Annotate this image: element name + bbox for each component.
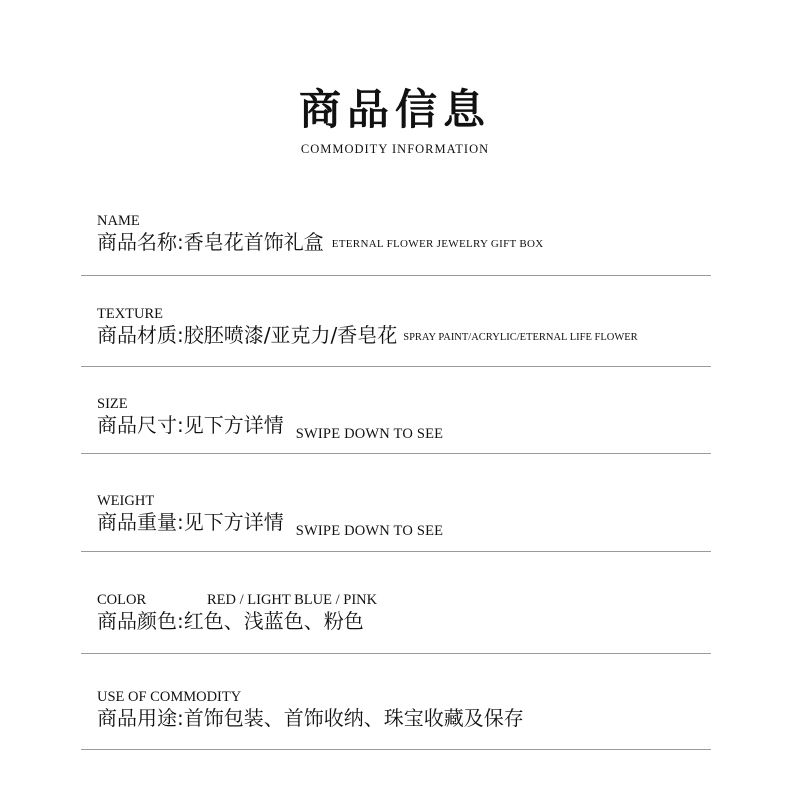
row-zh-value: 胶胚喷漆/亚克力/香皂花 [183,323,398,347]
row-zh-line [97,229,544,257]
row-en-label: WEIGHT [97,493,155,509]
divider [81,275,711,276]
row-zh-value: 红色、浅蓝色、粉色 [183,609,364,633]
divider [81,453,711,454]
info-row-color [97,592,711,633]
row-zh-label: 商品用途: [97,706,184,730]
row-zh-label: 商品尺寸: [97,413,184,437]
row-en-note: SWIPE DOWN TO SEE [295,426,444,442]
row-en-label: SIZE [97,396,128,412]
info-row-size [97,396,711,442]
row-zh-line [97,322,638,351]
row-en-label: NAME [97,213,140,229]
row-en-label: USE OF COMMODITY [97,689,242,705]
page-header [0,84,790,157]
page-title: 商品信息 [298,85,491,134]
divider [81,551,711,552]
info-row-texture [97,306,711,347]
row-en-note: ETERNAL FLOWER JEWELRY GIFT BOX [331,238,544,250]
row-zh-value: 香皂花首饰礼盒 [183,230,324,254]
row-zh-label: 商品颜色: [97,609,184,633]
row-zh-label: 商品材质: [97,323,184,347]
row-en-label: TEXTURE [97,306,164,322]
row-en-value: RED / LIGHT BLUE / PINK [207,592,378,608]
info-row-name [97,213,711,254]
row-zh-line [97,608,364,634]
row-zh-value: 首饰包装、首饰收纳、珠宝收藏及保存 [183,706,524,730]
row-zh-value: 见下方详情 [183,510,284,534]
row-en-note: SPRAY PAINT/ACRYLIC/ETERNAL LIFE FLOWER [403,332,638,343]
row-zh-line [97,705,524,731]
row-zh-line [97,412,443,447]
row-zh-line [97,509,443,544]
row-zh-label: 商品重量: [97,510,184,534]
row-en-note: SWIPE DOWN TO SEE [295,523,444,539]
page-subtitle: COMMODITY INFORMATION [300,142,490,156]
row-zh-value: 见下方详情 [183,413,284,437]
divider [81,366,711,367]
row-en-label: COLOR [97,592,147,608]
divider [81,653,711,654]
row-zh-label: 商品名称: [97,230,184,254]
divider [81,749,711,750]
info-row-weight [97,493,711,539]
info-row-use [97,689,711,730]
